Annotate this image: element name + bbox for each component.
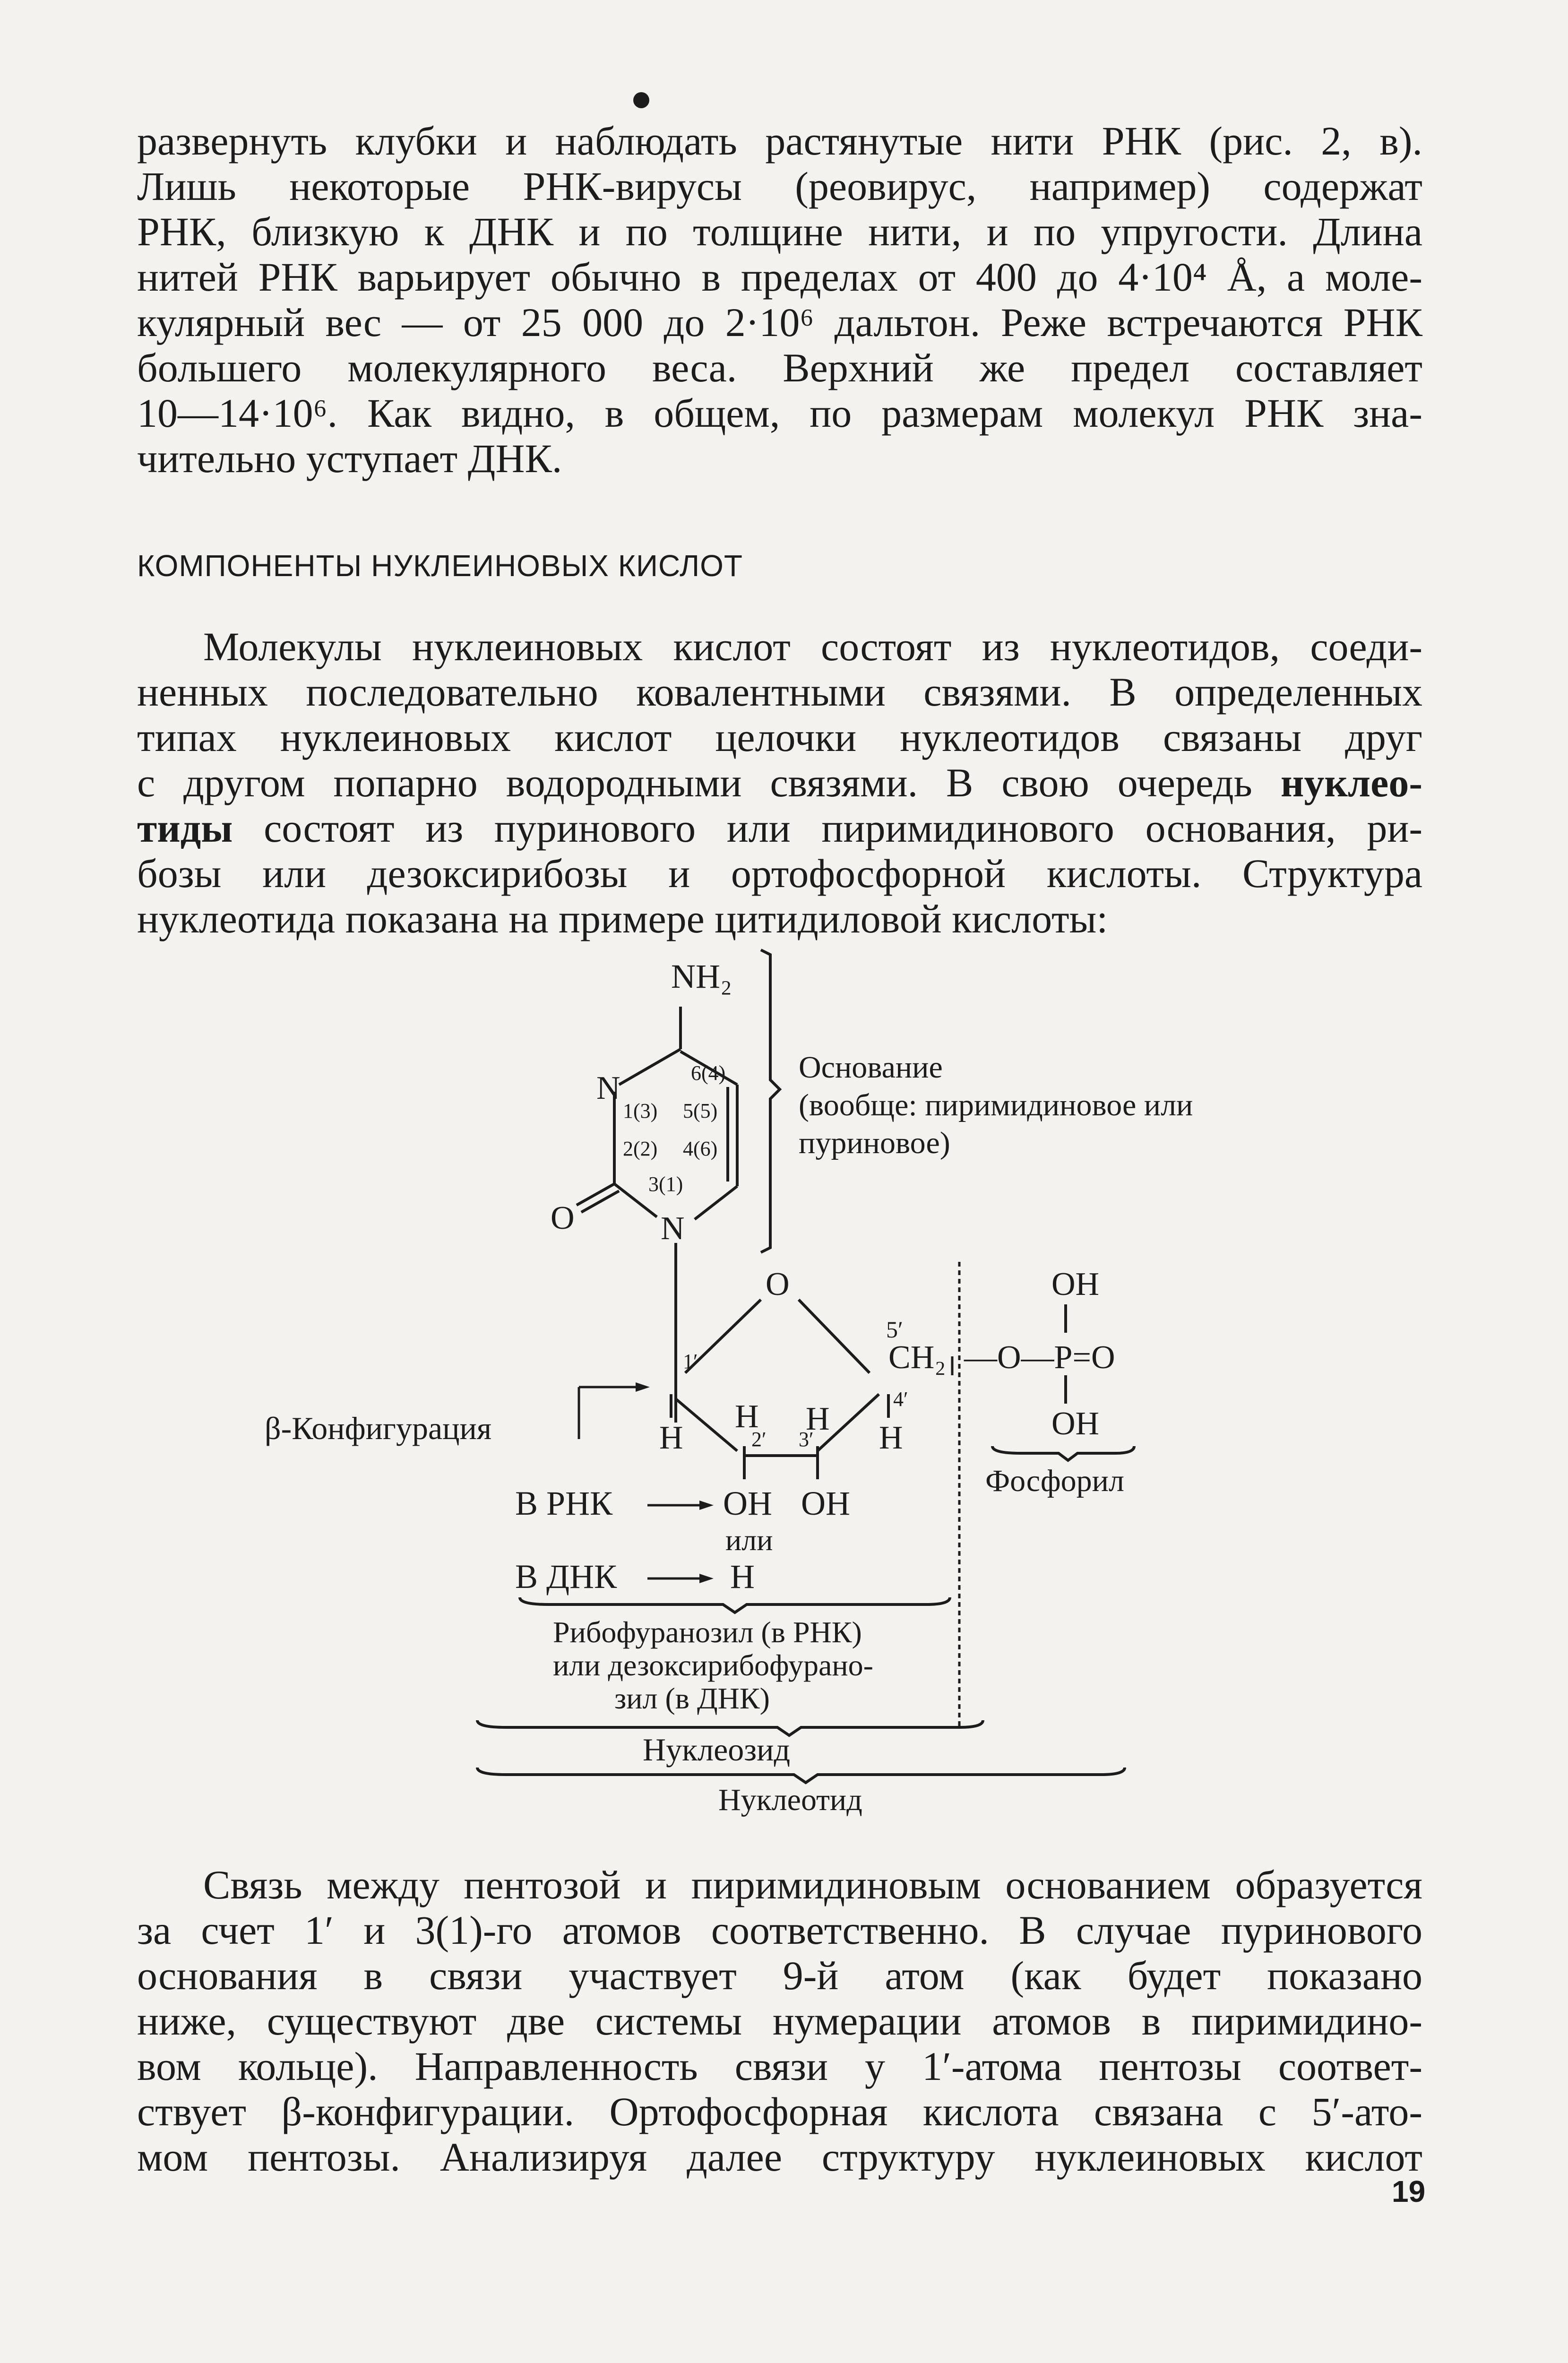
atom-label: 5′ [886, 1316, 903, 1343]
ring-label: 1(3) [623, 1099, 658, 1122]
paragraph-rna-size [137, 118, 1422, 481]
print-dot [633, 92, 649, 108]
text-line: РНК, близкую к ДНК и по толщине нити, и по упругости. Длина [137, 209, 1422, 254]
text-fragment: с другом попарно водородными связями. В свою очередь [137, 760, 1281, 805]
text-line: Молекулы нуклеиновых кислот состоят из нуклеотидов, соеди- [203, 624, 1422, 669]
atom-label: 2′ [751, 1428, 767, 1451]
nucleotide-label: Нуклеотид [718, 1783, 862, 1817]
dna-label: В ДНК [515, 1558, 617, 1595]
base-brace [761, 950, 780, 1252]
paragraph-bond [137, 1862, 1422, 2180]
base-note: пуриновое) [799, 1126, 950, 1160]
text-line: кулярный вес — от 25 000 до 2·10⁶ дальтон. Реже встречаются РНК [137, 300, 1422, 345]
bold-term: нуклео- [1280, 760, 1422, 805]
text-line: ствует β-конфигурации. Ортофосфорная кислота связана с 5′-ато- [137, 2089, 1422, 2134]
phosphate-group: —O—P=O [964, 1339, 1115, 1376]
text-line: вом кольце). Направленность связи у 1′-атома пентозы соответ- [137, 2044, 1422, 2089]
text-line: ненных последовательно ковалентными связями. В определенных [137, 669, 1422, 715]
base-note: (вообще: пиримидиновое или [799, 1088, 1193, 1122]
rna-label: В РНК [515, 1484, 613, 1522]
nh2-group: NH₂ [671, 957, 732, 995]
text-line: ниже, существуют две системы нумерации атомов в пиримидино- [137, 1998, 1422, 2044]
phosphate-oh: OH [1051, 1406, 1100, 1442]
phosphoryl-brace [992, 1446, 1134, 1460]
atom-label: 4′ [893, 1388, 908, 1411]
hydrogen: H [879, 1420, 903, 1456]
text-line: большего молекулярного веса. Верхний же предел составляет [137, 345, 1422, 390]
text-line: развернуть клубки и наблюдать растянутые нити РНК (рис. 2, в). [137, 118, 1422, 164]
ring-label: 3(1) [648, 1173, 683, 1196]
hydroxyl-2: OH [723, 1484, 772, 1522]
arrow-head [636, 1382, 650, 1392]
ribofuranosyl-label: Рибофуранозил (в РНК) [553, 1615, 862, 1649]
text-line: Лишь некоторые РНК-вирусы (реовирус, например) содержат [137, 164, 1422, 209]
hydrogen: H [659, 1420, 683, 1456]
text-line: основания в связи участвует 9-й атом (как будет показано [137, 1953, 1422, 1998]
atom-label: 3′ [799, 1428, 814, 1451]
beta-configuration-label: β-Конфигурация [265, 1410, 492, 1446]
phosphate-oh: OH [1051, 1266, 1100, 1302]
nucleotide-brace [477, 1768, 1125, 1783]
text-line: нитей РНК варьирует обычно в пределах от 400 до 4·10⁴ Å, а моле- [137, 254, 1422, 300]
bold-term: тиды [137, 805, 233, 851]
sugar-oxygen: O [766, 1266, 790, 1302]
text-line: Связь между пентозой и пиримидиновым основанием образуется [203, 1862, 1422, 1907]
ribofuranosyl-label: или дезоксирибофурано- [553, 1648, 873, 1682]
ring-label: 5(5) [683, 1099, 718, 1122]
arrow-head [699, 1501, 714, 1510]
hydroxyl-3: OH [801, 1484, 850, 1522]
text-line: типах нуклеиновых кислот целочки нуклеотидов связаны друг [137, 715, 1422, 760]
text-fragment: состоят из пуринового или пиримидинового основания, ри- [233, 805, 1422, 851]
text-line: нуклеотида показана на примере цитидиловой кислоты: [137, 896, 1108, 941]
ring-nitrogen-bottom: N [661, 1210, 685, 1247]
nucleoside-label: Нуклеозид [643, 1732, 791, 1768]
ring-label: 2(2) [623, 1137, 658, 1160]
text-line: чительно уступает ДНК. [137, 436, 562, 481]
base-label: Основание [799, 1050, 943, 1085]
arrow-head [699, 1574, 714, 1583]
ribofuranosyl-label: зил (в ДНК) [614, 1682, 770, 1715]
dna-hydrogen: H [730, 1558, 755, 1595]
text-line [137, 760, 1422, 805]
or-label: или [725, 1523, 773, 1557]
furanose-ring [671, 1300, 888, 1479]
text-line: мом пентозы. Анализируя далее структуру нуклеиновых кислот [137, 2134, 1422, 2180]
ch2-group: CH₂ [888, 1339, 946, 1376]
ribofuranosyl-brace [520, 1597, 950, 1613]
ring-nitrogen-top: N [596, 1070, 620, 1106]
text-line: 10—14·10⁶. Как видно, в общем, по размерам молекул РНК зна- [137, 390, 1422, 436]
ring-label: 6(4) [691, 1061, 726, 1085]
page-number: 19 [1392, 2174, 1426, 2208]
text-line [137, 805, 1422, 851]
paragraph-components [137, 624, 1422, 941]
atom-label: 1′ [683, 1350, 698, 1373]
ring-carbonyl-oxygen: O [551, 1200, 575, 1236]
hydrogen: H [806, 1401, 830, 1437]
hydrogen: H [735, 1398, 759, 1435]
text-line: бозы или дезоксирибозы и ортофосфорной кислоты. Структура [137, 851, 1422, 896]
section-heading: КОМПОНЕНТЫ НУКЛЕИНОВЫХ КИСЛОТ [137, 549, 743, 583]
ring-label: 4(6) [683, 1137, 718, 1160]
phosphoryl-label: Фосфорил [985, 1464, 1124, 1498]
cytidylic-acid-diagram [0, 922, 1568, 1829]
text-line: за счет 1′ и 3(1)-го атомов соответственно. В случае пуринового [137, 1907, 1422, 1953]
